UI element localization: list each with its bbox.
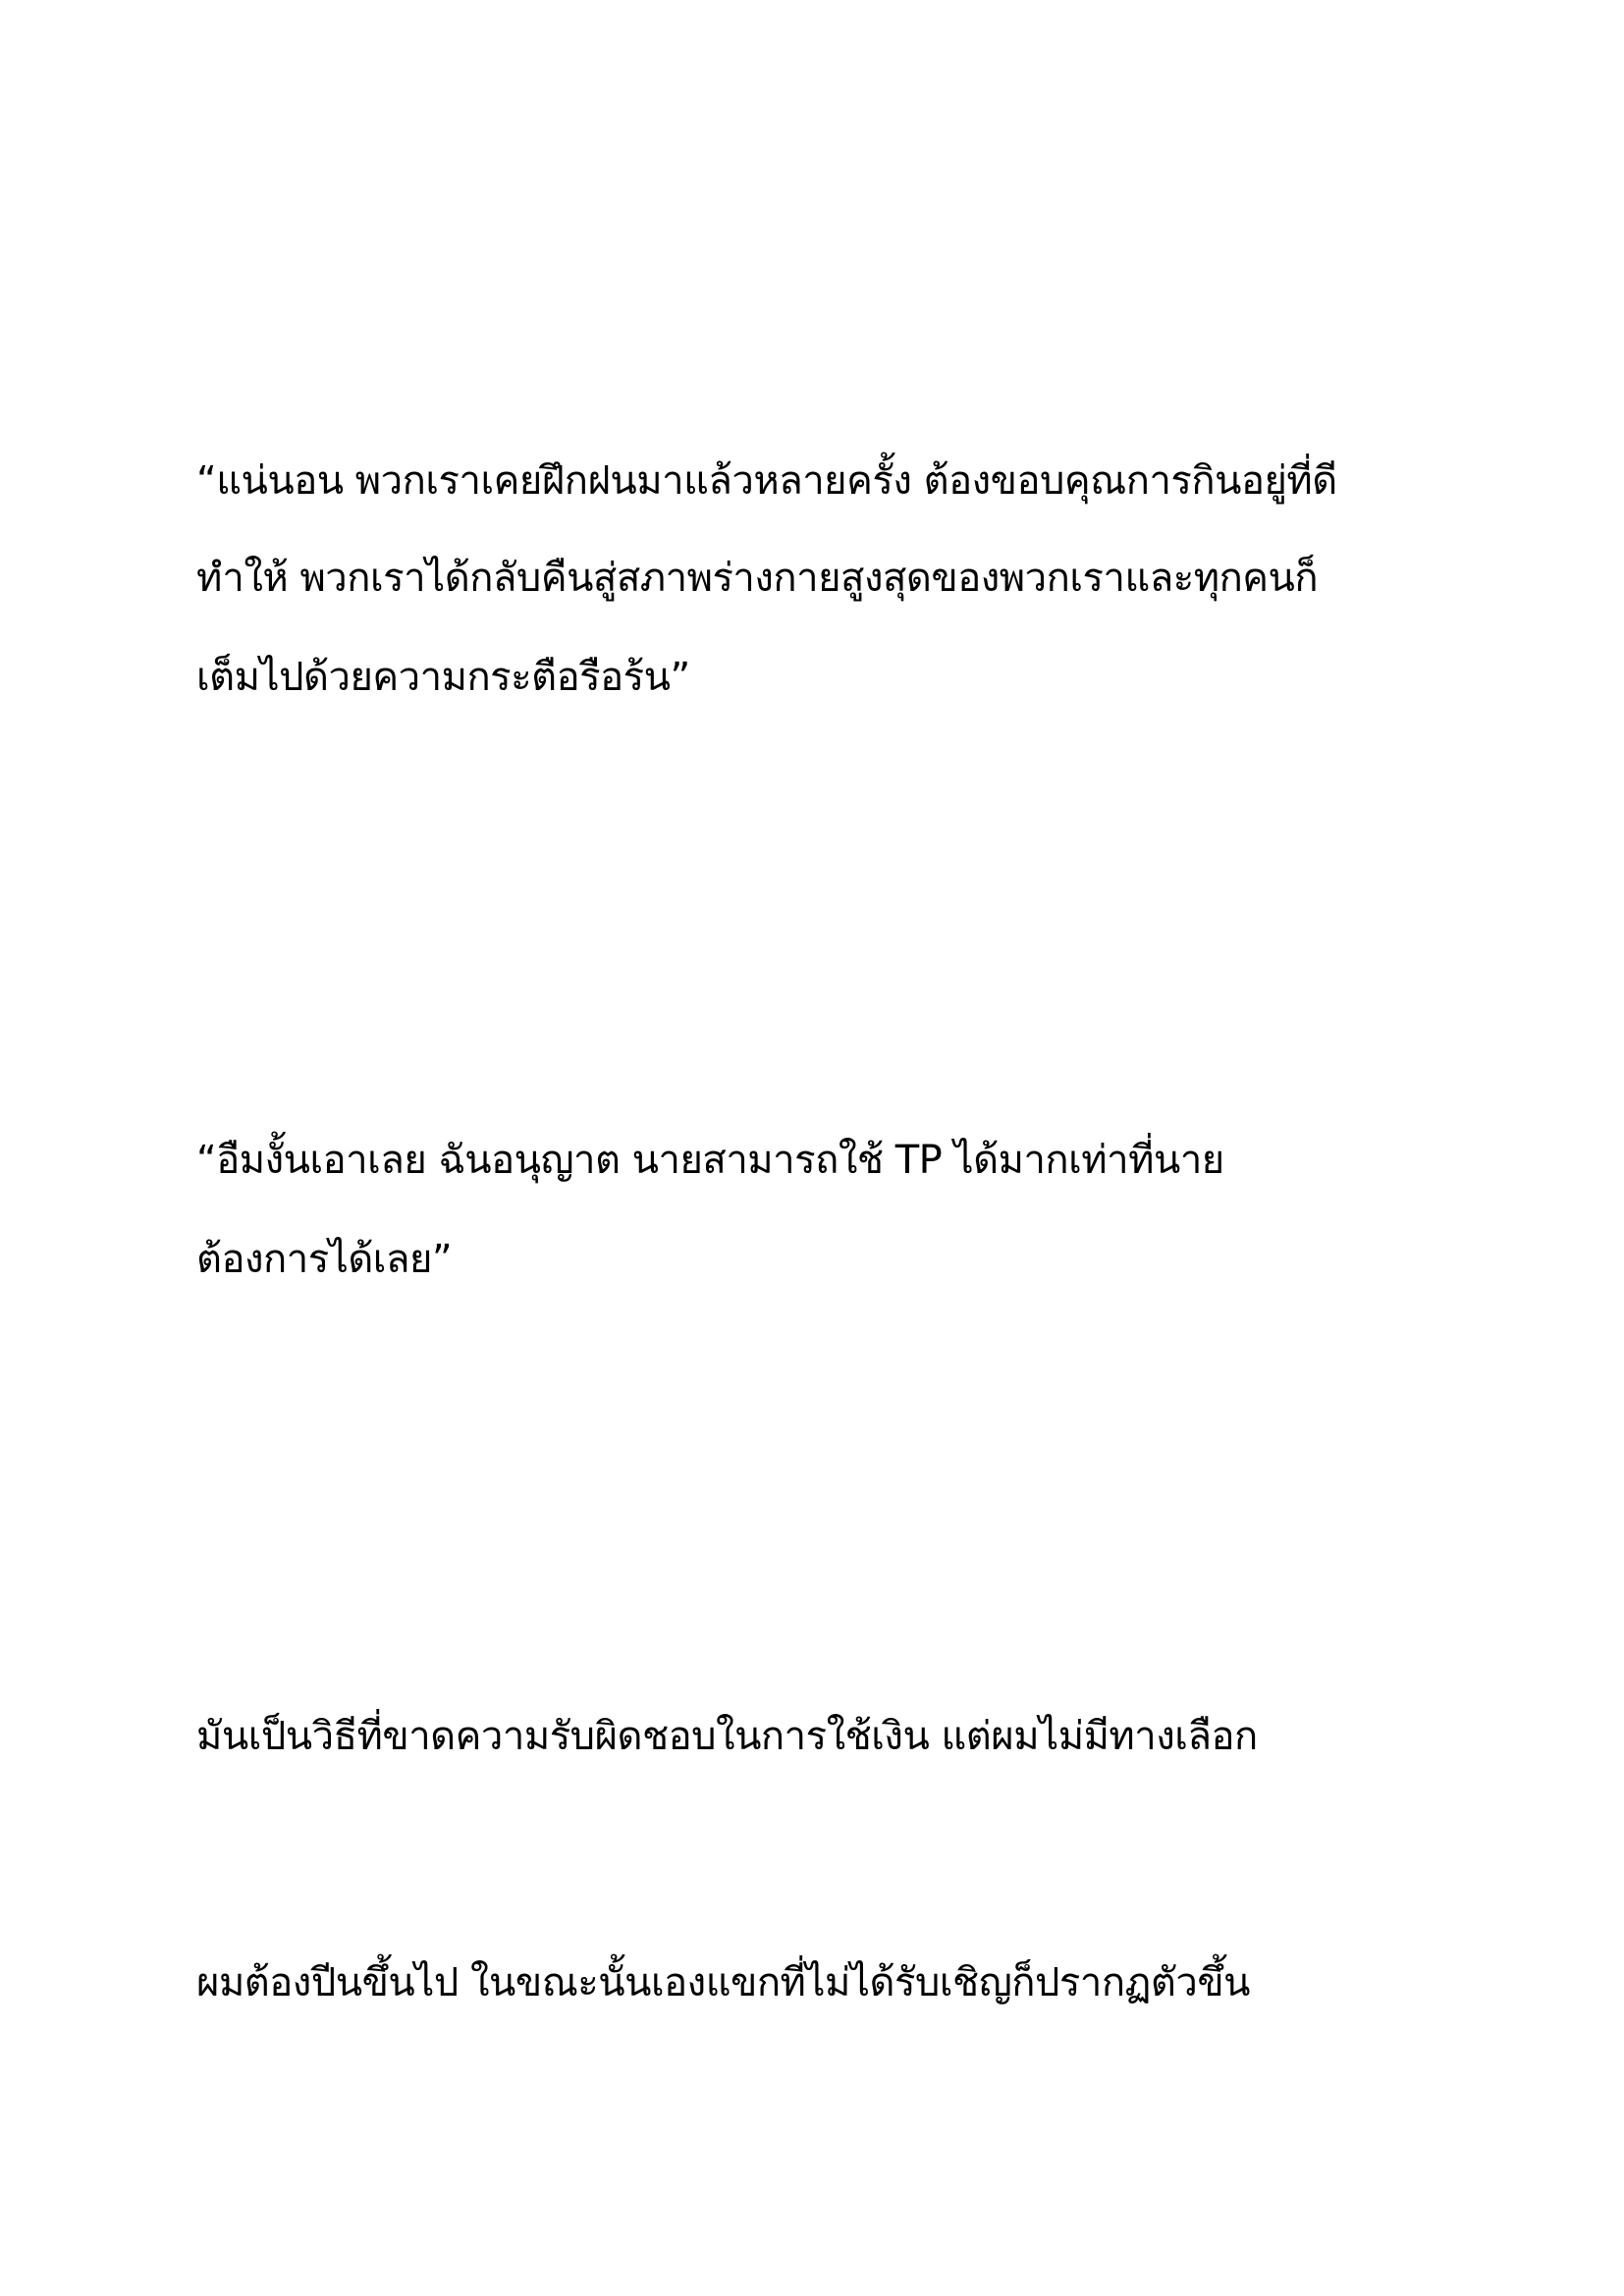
paragraph-line: ทำให้ พวกเราได้กลับคืนสู่สภาพร่างกายสูงสุดของพวกเราและทุกคนก็ bbox=[196, 556, 1319, 601]
paragraph-line: มันเป็นวิธีที่ขาดความรับผิดชอบในการใช้เงิน แต่ผมไม่มีทางเลือก bbox=[196, 1714, 1258, 1759]
paragraph-line: เต็มไปด้วยความกระตือรือร้น” bbox=[196, 655, 690, 700]
paragraph-line: ต้องการได้เลย” bbox=[196, 1237, 453, 1282]
paragraph-line: “อืมงั้นเอาเลย ฉันอนุญาต นายสามารถใช้ TP ได้มากเท่าที่นาย bbox=[196, 1138, 1224, 1183]
paragraph-line: ผมต้องปีนขึ้นไป ในขณะนั้นเองแขกที่ไม่ได้รับเชิญก็ปรากฏตัวขึ้น bbox=[196, 1960, 1251, 2005]
paragraph-line: “แน่นอน พวกเราเคยฝึกฝนมาแล้วหลายครั้ง ต้องขอบคุณการกินอยู่ที่ดี bbox=[196, 458, 1337, 504]
